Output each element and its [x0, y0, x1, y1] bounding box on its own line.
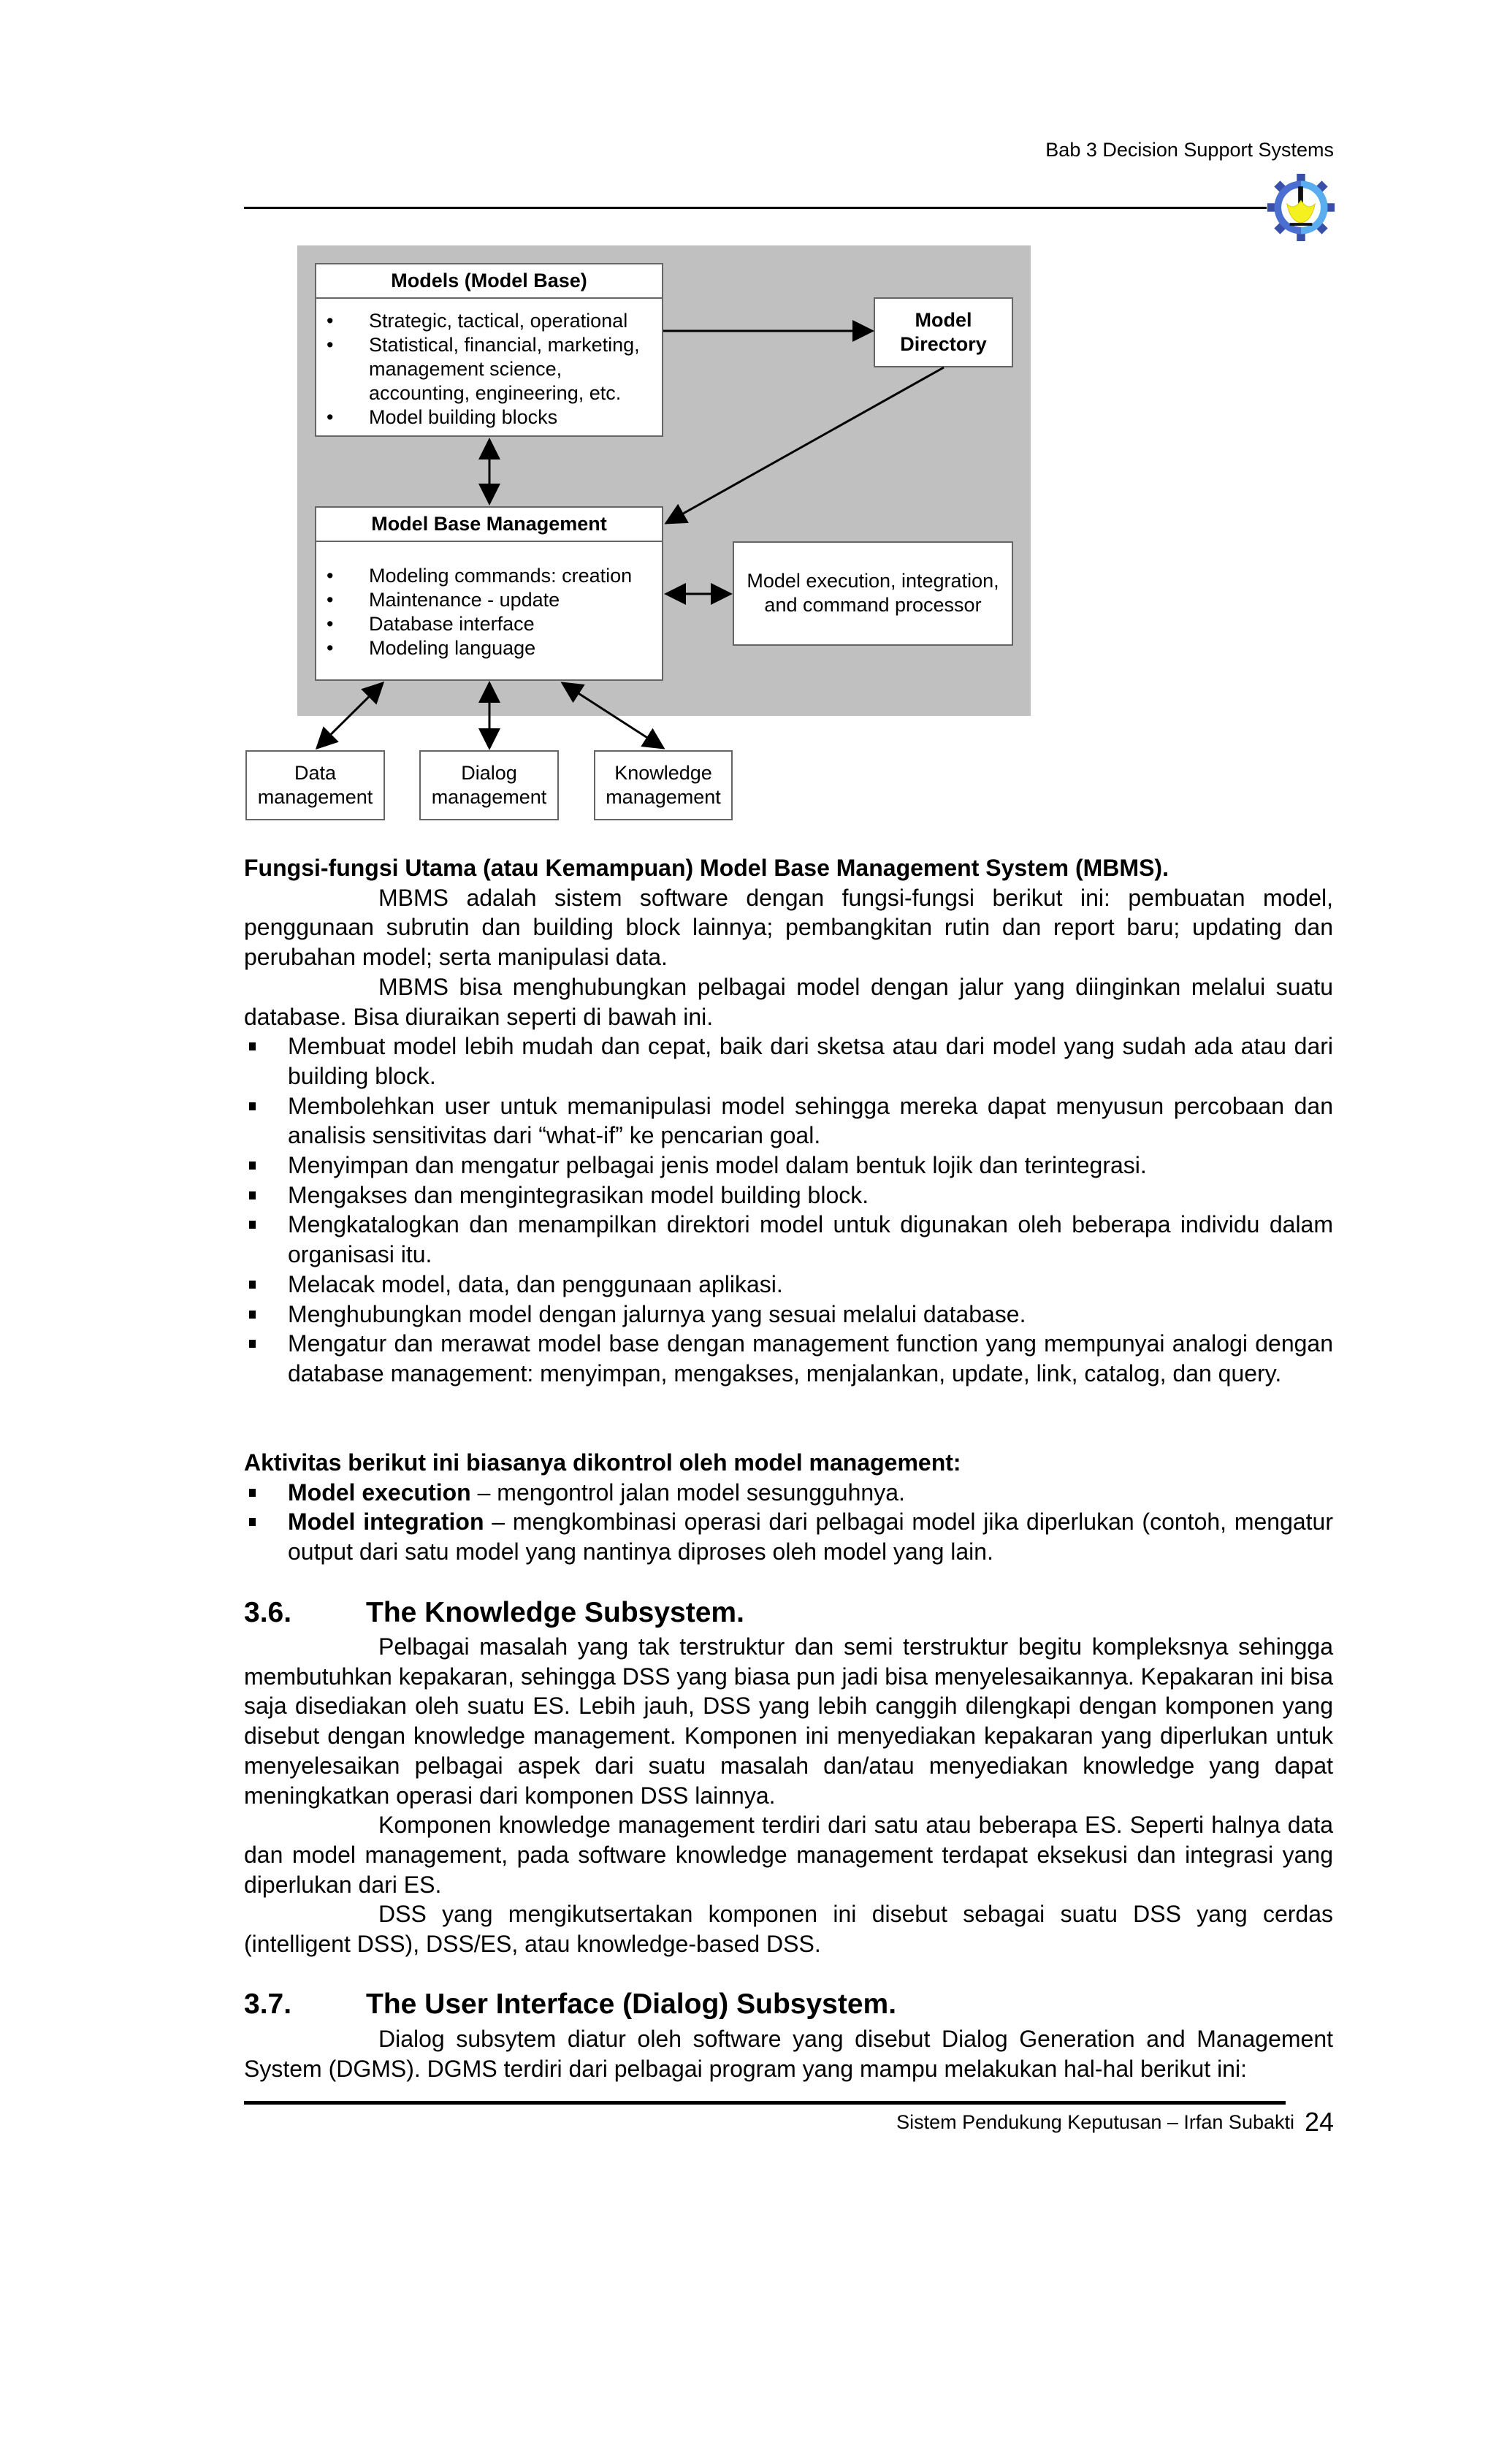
running-header: Bab 3 Decision Support Systems	[1045, 139, 1334, 161]
bullet-item: Mengatur dan merawat model base dengan management function yang mempunyai analogi dengan database management: menyimpan, mengakses, menjalankan, update, link, catalog, dan query.	[244, 1329, 1333, 1388]
paragraph: Komponen knowledge management terdiri dari satu atau beberapa ES. Seperti halnya data dan model management, pada software knowledge management terdapat eksekusi dan integrasi yang diperlukan dari ES.	[244, 1812, 1333, 1898]
activities-heading: Aktivitas berikut ini biasanya dikontrol oleh model management:	[244, 1449, 961, 1476]
mbm-item: • Modeling commands: creation	[316, 564, 662, 588]
section-number: 3.6.	[244, 1597, 292, 1628]
knowledge-management-box: Knowledge management	[594, 750, 733, 820]
paragraph: Dialog subsytem diatur oleh software yang disebut Dialog Generation and Management System (DGMS). DGMS terdiri dari pelbagai program yang mampu melakukan hal-hal berikut ini:	[244, 2026, 1333, 2082]
bullet-item	[244, 1478, 1333, 1508]
mbm-item: • Database interface	[316, 612, 662, 636]
bullet-item: Membolehkan user untuk memanipulasi model sehingga mereka dapat menyusun percobaan dan analisis sensitivitas dari “what-if” ke pencarian goal.	[244, 1091, 1333, 1151]
bullet-item: Melacak model, data, dan penggunaan aplikasi.	[244, 1270, 1333, 1300]
knowledge-section	[244, 1632, 1333, 1959]
section-title: The Knowledge Subsystem.	[366, 1597, 744, 1628]
bullet-item: Membuat model lebih mudah dan cepat, baik dari sketsa atau dari model yang sudah ada atau dari building block.	[244, 1031, 1333, 1091]
bullet-item: Mengakses dan mengintegrasikan model building block.	[244, 1180, 1333, 1210]
activities-section	[244, 1448, 1333, 1567]
paragraph: MBMS bisa menghubungkan pelbagai model dengan jalur yang diinginkan melalui suatu database. Bisa diuraikan seperti di bawah ini.	[244, 973, 1333, 1030]
dialog-management-box: Dialog management	[419, 750, 559, 820]
models-box	[315, 263, 663, 437]
desc: – mengkombinasi operasi dari pelbagai model jika diperlukan (contoh, mengatur output dari satu model yang nantinya diproses oleh model yang lain.	[288, 1508, 1334, 1565]
bullet-item: Menyimpan dan mengatur pelbagai jenis model dalam bentuk lojik dan terintegrasi.	[244, 1151, 1333, 1180]
mbms-section	[244, 853, 1333, 1389]
header-rule	[244, 207, 1267, 209]
model-base-management-box	[315, 506, 663, 681]
model-directory-box: Model Directory	[874, 297, 1013, 367]
desc: – mengontrol jalan model sesungguhnya.	[470, 1479, 905, 1506]
execution-box: Model execution, integration, and command processor	[733, 541, 1013, 646]
bullet-item: Menghubungkan model dengan jalurnya yang sesuai melalui database.	[244, 1300, 1333, 1330]
section-number: 3.7.	[244, 1988, 292, 2020]
its-gear-logo-icon	[1266, 172, 1336, 243]
section-heading-3-6	[244, 1597, 744, 1629]
paragraph: MBMS adalah sistem software dengan fungsi-fungsi berikut ini: pembuatan model, penggunaan subrutin dan building block lainnya; pembangkitan rutin dan report baru; updating dan perubahan model; serta manipulasi data.	[244, 884, 1333, 971]
bullet-item	[244, 1507, 1333, 1566]
data-management-box: Data management	[245, 750, 385, 820]
mbm-box-title: Model Base Management	[316, 508, 662, 542]
mbm-item: • Maintenance - update	[316, 588, 662, 612]
paragraph: Pelbagai masalah yang tak terstruktur dan semi terstruktur begitu kompleksnya sehingga membutuhkan kepakaran, sehingga DSS yang biasa pun jadi bisa menyelesaikannya. Kepakaran ini bisa saja disediakan oleh suatu ES. Lebih jauh, DSS yang lebih canggih dilengkapi dengan komponen yang disebut dengan knowledge management. Komponen ini menyediakan kepakaran yang diperlukan untuk menyelesaikan pelbagai aspek dari suatu masalah dan/atau menyediakan knowledge yang dapat meningkatkan operasi dari komponen DSS lainnya.	[244, 1633, 1333, 1809]
section-title: The User Interface (Dialog) Subsystem.	[366, 1988, 897, 2020]
models-item: • Model building blocks	[316, 405, 662, 430]
term: Model integration	[288, 1508, 484, 1536]
footer-rule	[244, 2101, 1286, 2105]
models-item: • Statistical, financial, marketing, management science, accounting, engineering, etc.	[316, 333, 662, 405]
dialog-section	[244, 2024, 1333, 2083]
bullet-item: Mengkatalogkan dan menampilkan direktori model untuk digunakan oleh beberapa individu dalam organisasi itu.	[244, 1210, 1333, 1269]
page-number: 24	[1304, 2107, 1334, 2137]
mbm-item: • Modeling language	[316, 636, 662, 660]
models-box-title: Models (Model Base)	[316, 264, 662, 299]
paragraph: DSS yang mengikutsertakan komponen ini disebut sebagai suatu DSS yang cerdas (intelligent DSS), DSS/ES, atau knowledge-based DSS.	[244, 1901, 1333, 1958]
mbms-heading: Fungsi-fungsi Utama (atau Kemampuan) Model Base Management System (MBMS).	[244, 855, 1169, 881]
term: Model execution	[288, 1479, 471, 1506]
section-heading-3-7	[244, 1988, 896, 2021]
footer-text: Sistem Pendukung Keputusan – Irfan Subakti	[896, 2111, 1294, 2133]
models-item: • Strategic, tactical, operational	[316, 309, 662, 333]
